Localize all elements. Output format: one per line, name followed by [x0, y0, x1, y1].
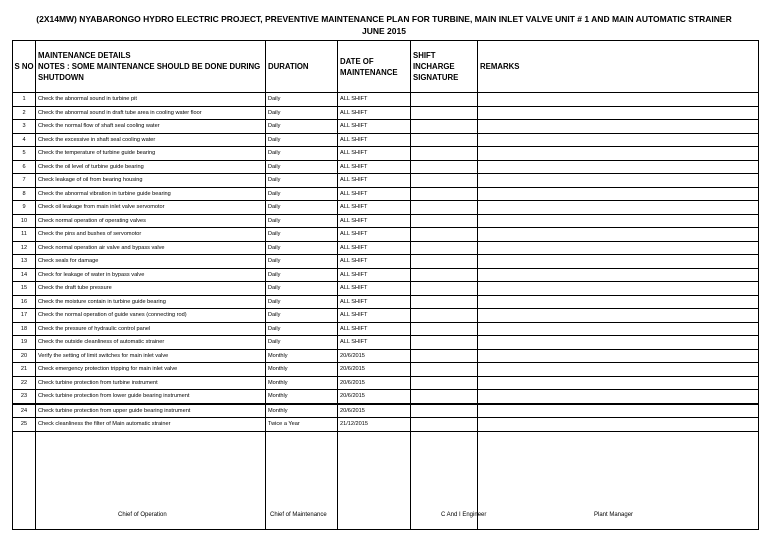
cell-duration: Daily: [266, 268, 338, 282]
table-row: [13, 376, 759, 390]
header-date: DATE OF MAINTENANCE: [338, 41, 411, 93]
cell-sno: 14: [13, 268, 36, 282]
blank-cell: [338, 431, 411, 529]
cell-duration: Daily: [266, 336, 338, 350]
cell-sno: 16: [13, 295, 36, 309]
cell-date: ALL SHIFT: [338, 174, 411, 188]
cell-sno: 13: [13, 255, 36, 269]
cell-remarks: [478, 376, 759, 390]
cell-detail: Check the abnormal vibration in turbine guide bearing: [36, 187, 266, 201]
cell-signature: [411, 268, 478, 282]
cell-date: ALL SHIFT: [338, 295, 411, 309]
cell-sno: 8: [13, 187, 36, 201]
cell-date: ALL SHIFT: [338, 160, 411, 174]
table-row: [13, 295, 759, 309]
cell-detail: Check the abnormal sound in turbine pit: [36, 93, 266, 107]
cell-detail: Check the draft tube pressure: [36, 282, 266, 296]
table-row: [13, 282, 759, 296]
cell-signature: [411, 255, 478, 269]
cell-sno: 20: [13, 349, 36, 363]
cell-detail: Verify the setting of limit switches for main inlet valve: [36, 349, 266, 363]
cell-date: 21/12/2015: [338, 418, 411, 432]
cell-duration: Daily: [266, 160, 338, 174]
cell-sno: 17: [13, 309, 36, 323]
cell-sno: 5: [13, 147, 36, 161]
cell-date: ALL SHIFT: [338, 255, 411, 269]
cell-remarks: [478, 147, 759, 161]
cell-remarks: [478, 160, 759, 174]
document-title: [0, 13, 768, 37]
cell-signature: [411, 363, 478, 377]
cell-remarks: [478, 336, 759, 350]
cell-date: ALL SHIFT: [338, 322, 411, 336]
cell-sno: 15: [13, 282, 36, 296]
cell-remarks: [478, 309, 759, 323]
cell-detail: Check cleanliness the filter of Main automatic strainer: [36, 418, 266, 432]
cell-date: ALL SHIFT: [338, 133, 411, 147]
header-details: [36, 41, 266, 93]
table-row: [13, 404, 759, 418]
table-row: [13, 174, 759, 188]
cell-date: 20/6/2015: [338, 363, 411, 377]
cell-sno: 22: [13, 376, 36, 390]
table-row: [13, 241, 759, 255]
cell-remarks: [478, 282, 759, 296]
cell-remarks: [478, 133, 759, 147]
cell-signature: [411, 187, 478, 201]
cell-duration: Daily: [266, 106, 338, 120]
cell-duration: Daily: [266, 174, 338, 188]
cell-sno: 24: [13, 404, 36, 418]
cell-detail: Check turbine protection from lower guide bearing instrument: [36, 390, 266, 404]
signature-plant-manager: Plant Manager: [594, 512, 634, 518]
header-details-note: NOTES : SOME MAINTENANCE SHOULD BE DONE DURING SHUTDOWN: [38, 62, 261, 82]
cell-signature: [411, 309, 478, 323]
cell-detail: Check turbine protection from turbine instrument: [36, 376, 266, 390]
cell-sno: 25: [13, 418, 36, 432]
cell-signature: [411, 228, 478, 242]
cell-remarks: [478, 322, 759, 336]
cell-duration: Monthly: [266, 349, 338, 363]
table-row: [13, 93, 759, 107]
cell-detail: Check the normal operation of guide vanes (connecting rod): [36, 309, 266, 323]
header-signature: SHIFT INCHARGE SIGNATURE: [411, 41, 478, 93]
cell-sno: 19: [13, 336, 36, 350]
header-duration: DURATION: [266, 41, 338, 93]
signature-chief-maintenance: Chief of Maintenance: [270, 512, 327, 518]
cell-date: 20/6/2015: [338, 404, 411, 418]
cell-date: ALL SHIFT: [338, 93, 411, 107]
cell-date: ALL SHIFT: [338, 282, 411, 296]
cell-duration: Daily: [266, 322, 338, 336]
cell-sno: 4: [13, 133, 36, 147]
cell-date: 20/6/2015: [338, 349, 411, 363]
cell-signature: [411, 404, 478, 418]
cell-date: ALL SHIFT: [338, 106, 411, 120]
cell-remarks: [478, 255, 759, 269]
cell-detail: Check normal operation of operating valves: [36, 214, 266, 228]
cell-remarks: [478, 120, 759, 134]
table-row: [13, 147, 759, 161]
cell-signature: [411, 376, 478, 390]
cell-signature: [411, 93, 478, 107]
cell-duration: Daily: [266, 255, 338, 269]
table-row: [13, 322, 759, 336]
cell-duration: Twice a Year: [266, 418, 338, 432]
header-row: [13, 41, 759, 93]
signature-ci-engineer: C And I Engineer: [441, 512, 487, 518]
header-remarks: REMARKS: [478, 41, 759, 93]
maintenance-table: [12, 40, 759, 530]
cell-remarks: [478, 228, 759, 242]
cell-date: ALL SHIFT: [338, 120, 411, 134]
table-body: [13, 93, 759, 530]
cell-sno: 11: [13, 228, 36, 242]
cell-remarks: [478, 106, 759, 120]
cell-duration: Daily: [266, 309, 338, 323]
cell-detail: Check leakage of oil from bearing housing: [36, 174, 266, 188]
cell-signature: [411, 390, 478, 404]
cell-detail: Check the excessive in shaft seal cooling water: [36, 133, 266, 147]
cell-remarks: [478, 214, 759, 228]
cell-duration: Daily: [266, 187, 338, 201]
cell-date: 20/6/2015: [338, 376, 411, 390]
cell-signature: [411, 241, 478, 255]
cell-sno: 12: [13, 241, 36, 255]
cell-duration: Monthly: [266, 363, 338, 377]
cell-detail: Check the pressure of hydraulic control panel: [36, 322, 266, 336]
table-row: [13, 228, 759, 242]
cell-signature: [411, 349, 478, 363]
cell-remarks: [478, 418, 759, 432]
title-line-1: (2X14MW) NYABARONGO HYDRO ELECTRIC PROJECT, PREVENTIVE MAINTENANCE PLAN FOR TURBINE, MAIN INLET VALVE UNIT # 1 AND MAIN AUTOMATIC STRAINER: [36, 14, 732, 24]
cell-remarks: [478, 295, 759, 309]
cell-remarks: [478, 201, 759, 215]
cell-sno: 10: [13, 214, 36, 228]
cell-duration: Daily: [266, 93, 338, 107]
table-row: [13, 160, 759, 174]
table-row: [13, 120, 759, 134]
cell-remarks: [478, 174, 759, 188]
cell-date: ALL SHIFT: [338, 309, 411, 323]
cell-signature: [411, 174, 478, 188]
cell-duration: Daily: [266, 133, 338, 147]
table-row: [13, 418, 759, 432]
table-row: [13, 187, 759, 201]
table-row: [13, 390, 759, 404]
cell-sno: 23: [13, 390, 36, 404]
table-row: [13, 133, 759, 147]
cell-remarks: [478, 404, 759, 418]
cell-signature: [411, 418, 478, 432]
table-row: [13, 255, 759, 269]
cell-detail: Check the temperature of turbine guide bearing: [36, 147, 266, 161]
cell-detail: Check the normal flow of shaft seal cooling water: [36, 120, 266, 134]
cell-detail: Check seals for damage: [36, 255, 266, 269]
cell-detail: Check the oil level of turbine guide bearing: [36, 160, 266, 174]
signature-chief-operation: Chief of Operation: [118, 512, 167, 518]
cell-detail: Check the outside cleanliness of automatic strainer: [36, 336, 266, 350]
header-details-title: MAINTENANCE DETAILS: [38, 51, 131, 60]
header-sno: S NO: [13, 41, 36, 93]
cell-duration: Monthly: [266, 376, 338, 390]
table-row: [13, 309, 759, 323]
table-row: [13, 363, 759, 377]
table-row: [13, 214, 759, 228]
cell-date: ALL SHIFT: [338, 336, 411, 350]
cell-detail: Check the abnormal sound in draft tube area in cooling water floor: [36, 106, 266, 120]
table-row: [13, 336, 759, 350]
cell-signature: [411, 282, 478, 296]
cell-detail: Check normal operation air valve and bypass valve: [36, 241, 266, 255]
cell-duration: Daily: [266, 120, 338, 134]
cell-duration: Daily: [266, 241, 338, 255]
cell-remarks: [478, 241, 759, 255]
cell-duration: Daily: [266, 228, 338, 242]
cell-sno: 1: [13, 93, 36, 107]
cell-date: ALL SHIFT: [338, 228, 411, 242]
cell-detail: Check the moisture contain in turbine guide bearing: [36, 295, 266, 309]
cell-date: ALL SHIFT: [338, 241, 411, 255]
cell-sno: 6: [13, 160, 36, 174]
table-row: [13, 201, 759, 215]
cell-detail: Check the pins and bushes of servomotor: [36, 228, 266, 242]
cell-sno: 2: [13, 106, 36, 120]
cell-detail: Check for leakage of water in bypass valve: [36, 268, 266, 282]
cell-duration: Daily: [266, 295, 338, 309]
cell-remarks: [478, 363, 759, 377]
cell-duration: Monthly: [266, 390, 338, 404]
cell-signature: [411, 295, 478, 309]
cell-date: ALL SHIFT: [338, 187, 411, 201]
cell-remarks: [478, 93, 759, 107]
cell-signature: [411, 214, 478, 228]
cell-date: ALL SHIFT: [338, 268, 411, 282]
cell-signature: [411, 322, 478, 336]
table-row: [13, 268, 759, 282]
cell-sno: 18: [13, 322, 36, 336]
blank-cell: [13, 431, 36, 529]
cell-sno: 3: [13, 120, 36, 134]
cell-signature: [411, 147, 478, 161]
cell-detail: Check emergency protection tripping for main inlet valve: [36, 363, 266, 377]
cell-date: 20/6/2015: [338, 390, 411, 404]
cell-remarks: [478, 268, 759, 282]
cell-signature: [411, 120, 478, 134]
cell-duration: Daily: [266, 201, 338, 215]
cell-remarks: [478, 390, 759, 404]
cell-signature: [411, 133, 478, 147]
cell-date: ALL SHIFT: [338, 214, 411, 228]
cell-signature: [411, 336, 478, 350]
cell-date: ALL SHIFT: [338, 201, 411, 215]
cell-duration: Daily: [266, 214, 338, 228]
cell-duration: Daily: [266, 282, 338, 296]
cell-detail: Check turbine protection from upper guide bearing instrument: [36, 404, 266, 418]
cell-duration: Monthly: [266, 404, 338, 418]
table-row: [13, 349, 759, 363]
cell-sno: 9: [13, 201, 36, 215]
table-row: [13, 106, 759, 120]
cell-duration: Daily: [266, 147, 338, 161]
cell-sno: 7: [13, 174, 36, 188]
cell-signature: [411, 106, 478, 120]
cell-detail: Check oil leakage from main inlet valve servomotor: [36, 201, 266, 215]
cell-remarks: [478, 187, 759, 201]
title-line-2: JUNE 2015: [362, 26, 406, 36]
cell-sno: 21: [13, 363, 36, 377]
cell-remarks: [478, 349, 759, 363]
cell-signature: [411, 160, 478, 174]
cell-date: ALL SHIFT: [338, 147, 411, 161]
cell-signature: [411, 201, 478, 215]
